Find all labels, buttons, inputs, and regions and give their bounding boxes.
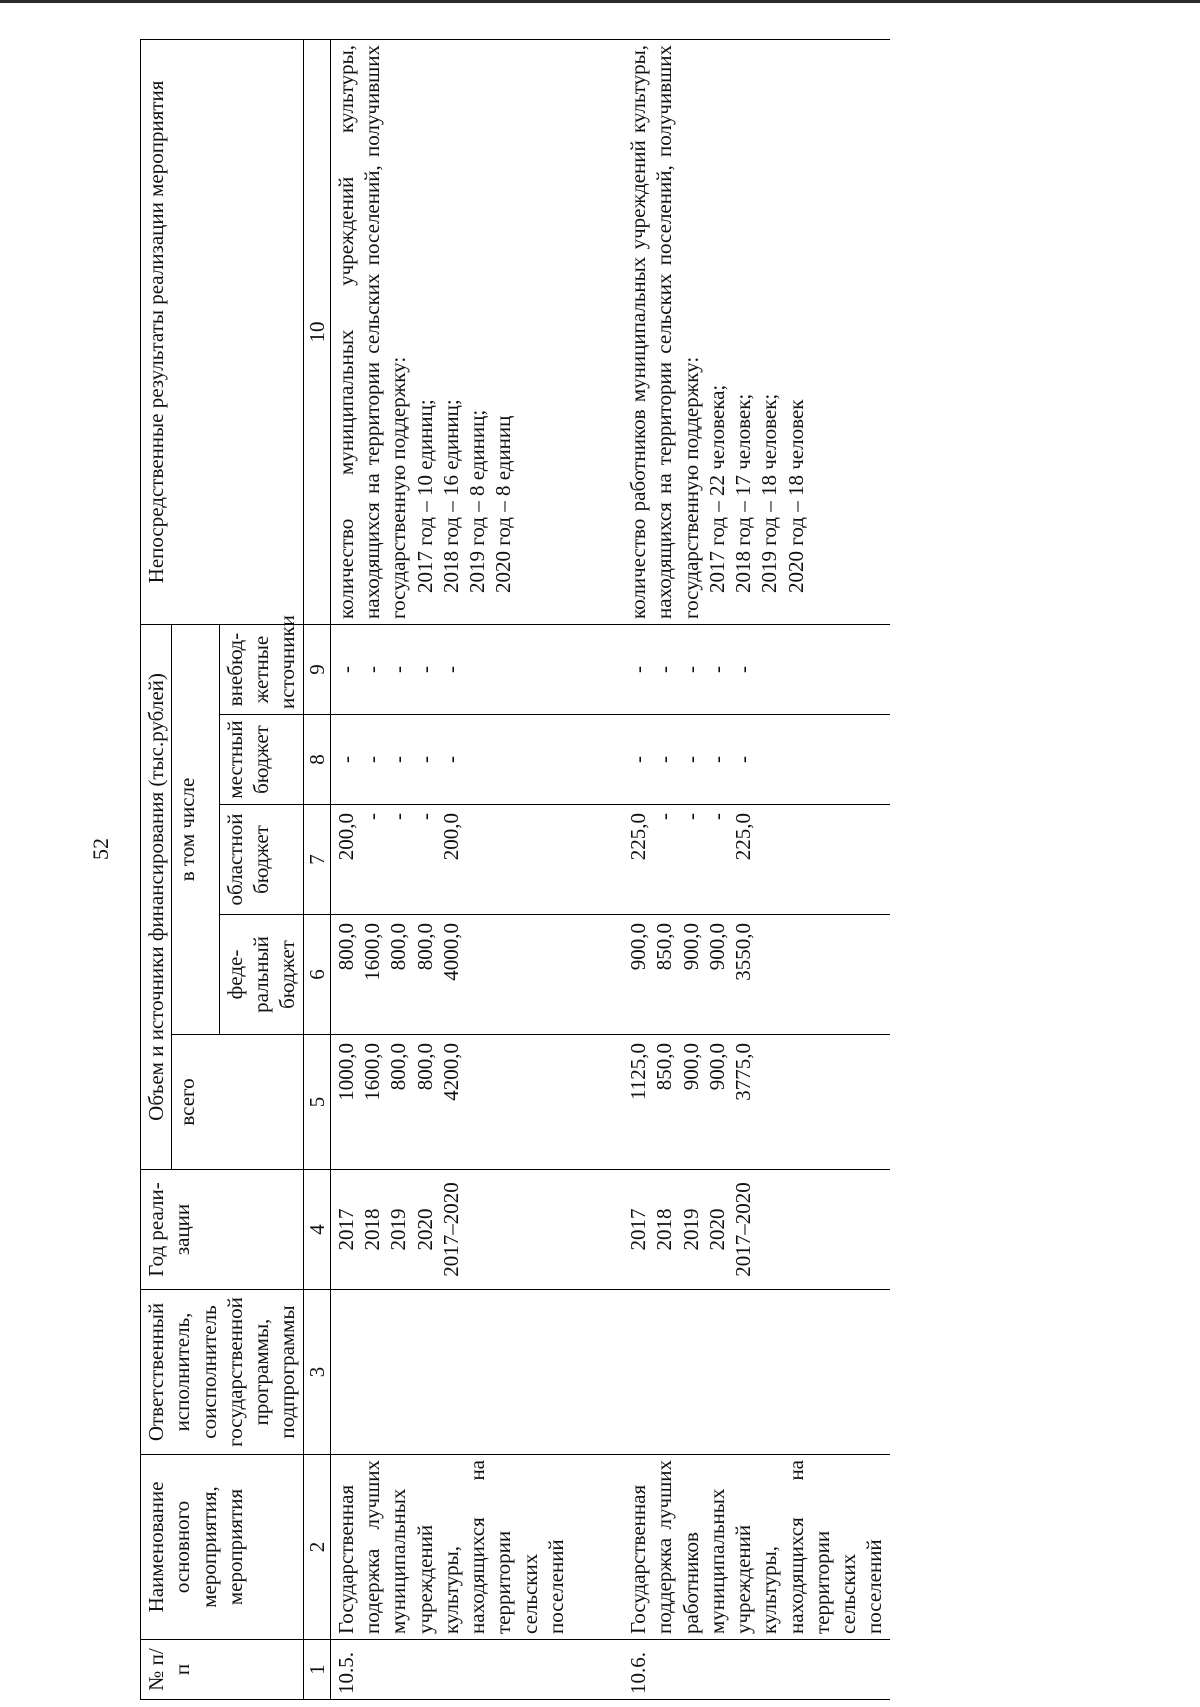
header-financing: Объем и источники финансирования (тыс.рублей) [141,624,172,1169]
column-number: 1 [303,1640,330,1700]
regional-value: 225,0 [731,813,755,861]
local-value: - [360,756,384,763]
regional-value: - [412,813,437,820]
federal-value: 900,0 [678,923,703,971]
extrabudget-value: - [652,665,677,673]
federal-value: 800,0 [412,923,437,971]
header-name: Наименование основного мероприятия, мероприятия [141,1455,304,1640]
extrabudget-value: - [412,665,437,673]
result-text: количество муниципальных учреждений культуры, находящихся на территории сельских поселений, получивших государственную поддержку: [333,44,411,619]
column-number: 6 [303,915,330,1035]
total-value: 1125,0 [626,1043,650,1100]
table-row [330,39,571,1699]
extrabudget-value: - [731,665,755,673]
result-year: 2019 год – 18 человек; [757,393,782,593]
row-number: 10.5. [330,1640,571,1700]
federal-value: 800,0 [386,923,411,971]
local-value: - [412,756,437,763]
results-cell [623,39,890,624]
federal-value: 3550,0 [731,923,755,981]
federal-cell [330,915,571,1035]
extrabudget-value: - [360,665,384,673]
year-value: 2019 [386,1208,411,1251]
event-executor [623,1290,890,1455]
years-cell [330,1170,571,1290]
financing-table [140,39,890,1700]
total-value: 4200,0 [438,1043,463,1101]
extrabudget-value: - [438,665,463,673]
header-total: всего [172,1035,303,1170]
extrabudget-value: - [678,665,703,673]
table-row [623,39,890,1699]
regional-value: 225,0 [626,813,650,861]
total-value: 800,0 [386,1043,411,1091]
regional-value: - [386,813,411,820]
regional-value: 200,0 [333,813,358,861]
regional-cell [623,805,890,915]
row-number: 10.6. [623,1640,890,1700]
year-value: 2017–2020 [731,1182,755,1277]
local-value: - [438,756,463,763]
extrabudget-value: - [333,665,358,673]
event-name: Государственная подержка лучших муниципальных учреждений культуры, находящихся на территории сельских поселений [330,1455,571,1640]
years-cell [623,1170,890,1290]
column-number: 10 [303,39,330,624]
total-value: 800,0 [412,1043,437,1091]
result-text: количество работников муниципальных учреждений культуры, находящихся на территории сельских поселений, получивших государственную поддержку: [626,44,703,619]
local-value: - [386,756,411,763]
local-value: - [731,756,755,763]
header-regional: областной бюджет [219,805,303,915]
local-value: - [678,756,703,763]
column-number: 4 [303,1170,330,1290]
result-year: 2020 год – 18 человек [783,399,808,593]
local-value: - [626,756,650,763]
result-year: 2020 год – 8 единиц [491,415,516,593]
local-value: - [652,756,677,763]
regional-value: - [652,813,677,820]
year-value: 2017 [333,1208,358,1251]
federal-value: 1600,0 [360,923,384,981]
year-value: 2020 [412,1208,437,1251]
results-cell [330,39,571,624]
page-number: 52 [88,838,113,860]
extrabudget-value: - [386,665,411,673]
year-value: 2018 [360,1208,384,1251]
federal-cell [623,915,890,1035]
total-value: 3775,0 [731,1043,755,1101]
total-value: 900,0 [704,1043,729,1091]
header-extrabudget: внебюд-жетные источники [219,624,303,714]
header-including: в том числе [172,624,220,1034]
scan-edge [0,0,1200,3]
result-year: 2019 год – 8 единиц; [465,409,489,593]
total-value: 900,0 [678,1043,703,1091]
local-value: - [333,756,358,763]
result-year: 2017 год – 10 единиц; [412,399,437,593]
total-cell [330,1035,571,1170]
total-cell [623,1035,890,1170]
regional-value: - [360,813,384,820]
column-number: 9 [303,624,330,714]
rotated-page-content [140,40,890,1700]
regional-value: 200,0 [438,813,463,861]
column-number: 7 [303,805,330,915]
header-year: Год реали-зации [141,1170,304,1290]
local-value: - [704,756,729,763]
extrabudget-cell [330,624,571,714]
year-value: 2020 [704,1208,729,1251]
event-executor [330,1290,571,1455]
result-year: 2018 год – 16 единиц; [438,399,463,593]
header-local: местный бюджет [219,715,303,805]
local-cell [330,715,571,805]
total-value: 1600,0 [360,1043,384,1101]
column-number: 8 [303,715,330,805]
federal-value: 4000,0 [438,923,463,981]
result-year: 2017 год – 22 человека; [704,384,729,593]
year-value: 2017–2020 [438,1182,463,1277]
column-number: 3 [303,1290,330,1455]
header-results: Непосредственные результаты реализации мероприятия [141,39,304,624]
column-numbers-row [303,39,330,1699]
result-year: 2018 год – 17 человек; [731,393,755,593]
federal-value: 800,0 [333,923,358,971]
regional-cell [330,805,571,915]
federal-value: 850,0 [652,923,677,971]
extrabudget-cell [623,624,890,714]
total-value: 850,0 [652,1043,677,1091]
year-value: 2019 [678,1208,703,1251]
local-cell [623,715,890,805]
header-executor: Ответственный исполнитель, соисполнитель государственной программы, подпрограммы [141,1290,304,1455]
year-value: 2017 [626,1208,650,1251]
column-number: 2 [303,1455,330,1640]
header-no: № п/п [141,1640,304,1700]
row-spacer [571,39,623,1699]
event-name: Государственная поддержка лучших работников муниципальных учреждений культуры, находящихся на территории сельских поселений [623,1455,890,1640]
header-federal: феде-ральный бюджет [219,915,303,1035]
column-number: 5 [303,1035,330,1170]
year-value: 2018 [652,1208,677,1251]
extrabudget-value: - [626,665,650,673]
federal-value: 900,0 [704,923,729,971]
regional-value: - [678,813,703,820]
regional-value: - [704,813,729,820]
federal-value: 900,0 [626,923,650,971]
extrabudget-value: - [704,665,729,673]
total-value: 1000,0 [333,1043,358,1101]
